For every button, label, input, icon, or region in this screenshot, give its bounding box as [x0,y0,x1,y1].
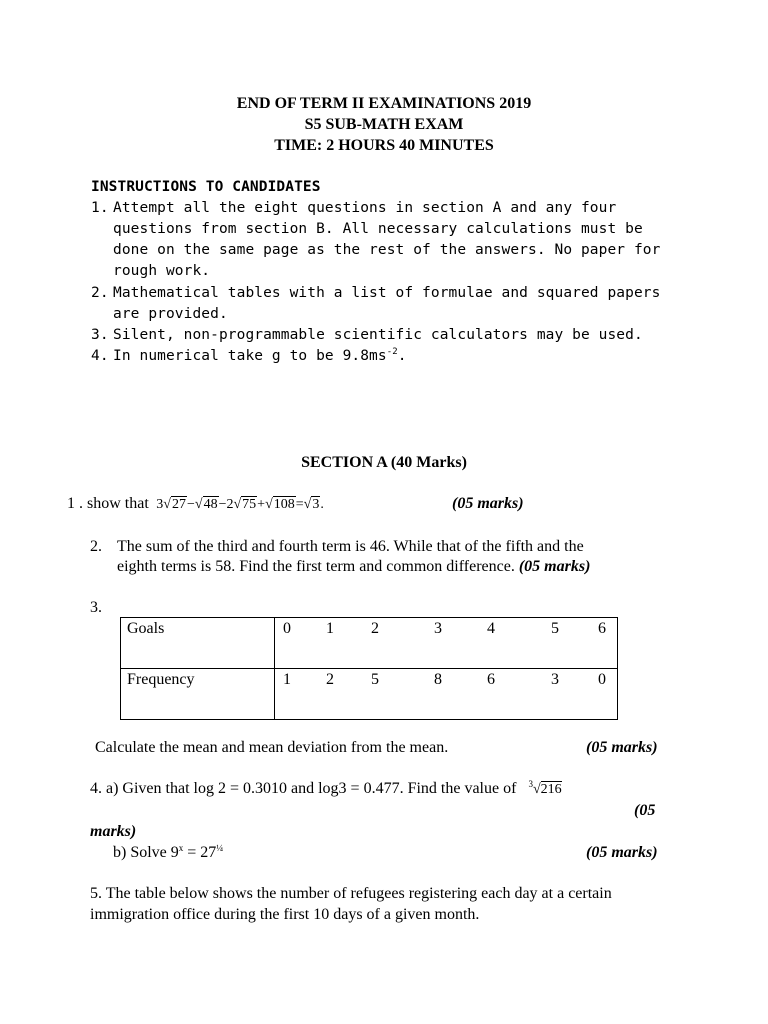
instruction-4-num: 4. [91,348,109,364]
goals-label: Goals [121,618,275,669]
q5-line-2: immigration office during the first 10 days of a given month. [90,906,480,923]
exam-title: END OF TERM II EXAMINATIONS 2019 [236,95,532,112]
instruction-1-line-4: rough work. [113,263,211,279]
frequency-value: 1 [283,671,291,688]
frequency-value: 0 [598,671,606,688]
goals-frequency-table [120,617,618,720]
instruction-2-line-1: Mathematical tables with a list of formulae and squared papers [113,285,661,301]
q4a-text: 4. a) Given that log 2 = 0.3010 and log3 = 0.477. Find the value of $^3$√216 [90,779,562,797]
q3-text: Calculate the mean and mean deviation from the mean. [95,739,449,756]
q3-marks: (05 marks) [586,739,658,756]
instruction-1-num: 1. [91,200,109,216]
table-row [121,618,618,669]
q4a-marks-part-2: marks) [90,823,137,840]
instruction-1-line-1: Attempt all the eight questions in section A and any four [113,200,617,216]
goal-value: 1 [326,620,334,637]
goal-value: 0 [283,620,291,637]
q2-line-2: eighth terms is 58. Find the first term and common difference. (05 marks) [117,558,591,575]
exam-subject: S5 SUB-MATH EXAM [304,116,464,133]
section-a-title: SECTION A (40 Marks) [301,454,467,471]
instruction-3-num: 3. [91,327,109,343]
q5-line-1: 5. The table below shows the number of refugees registering each day at a certain [90,885,612,902]
goal-value: 4 [487,620,495,637]
q1-expression: 3√27−√48−2√75+√108=√3. [152,497,324,512]
q1-text: 1 . show that 3√27−√48−2√75+√108=√3. [67,495,324,512]
goal-value: 6 [598,620,606,637]
instruction-3-line-1: Silent, non-programmable scientific calculators may be used. [113,327,643,343]
q4a-marks-part-1: (05 [634,802,656,819]
goal-value: 2 [371,620,379,637]
q2-line-1: The sum of the third and fourth term is 46. While that of the fifth and the [117,538,584,555]
exam-time: TIME: 2 HOURS 40 MINUTES [274,137,494,154]
goal-value: 5 [551,620,559,637]
q1-marks: (05 marks) [452,495,524,512]
q4a-cube-root: $^3$√216 [528,779,562,797]
instruction-2-num: 2. [91,285,109,301]
q2-num: 2. [90,538,102,555]
table-row [121,669,618,720]
frequency-value: 6 [487,671,495,688]
q4b-marks: (05 marks) [586,844,658,861]
instructions-title: INSTRUCTIONS TO CANDIDATES [91,179,321,195]
frequency-value: 3 [551,671,559,688]
instruction-2-line-2: are provided. [113,306,228,322]
frequency-value: 5 [371,671,379,688]
goal-value: 3 [434,620,442,637]
frequency-values-cell [275,669,618,720]
instruction-4-line-1: In numerical take g to be $9.8ms^{-2}$. [113,347,407,364]
goals-values-cell [275,618,618,669]
frequency-label: Frequency [121,669,275,720]
frequency-value: 8 [434,671,442,688]
q3-num: 3. [90,599,102,616]
instruction-1-line-2: questions from section B. All necessary calculations must be [113,221,643,237]
instruction-1-line-3: done on the same page as the rest of the answers. No paper for [113,242,661,258]
frequency-value: 2 [326,671,334,688]
q2-marks: (05 marks) [518,558,591,575]
q4b-text: b) Solve $9^x = 27^{\frac{1}{4}}$ [113,843,224,861]
